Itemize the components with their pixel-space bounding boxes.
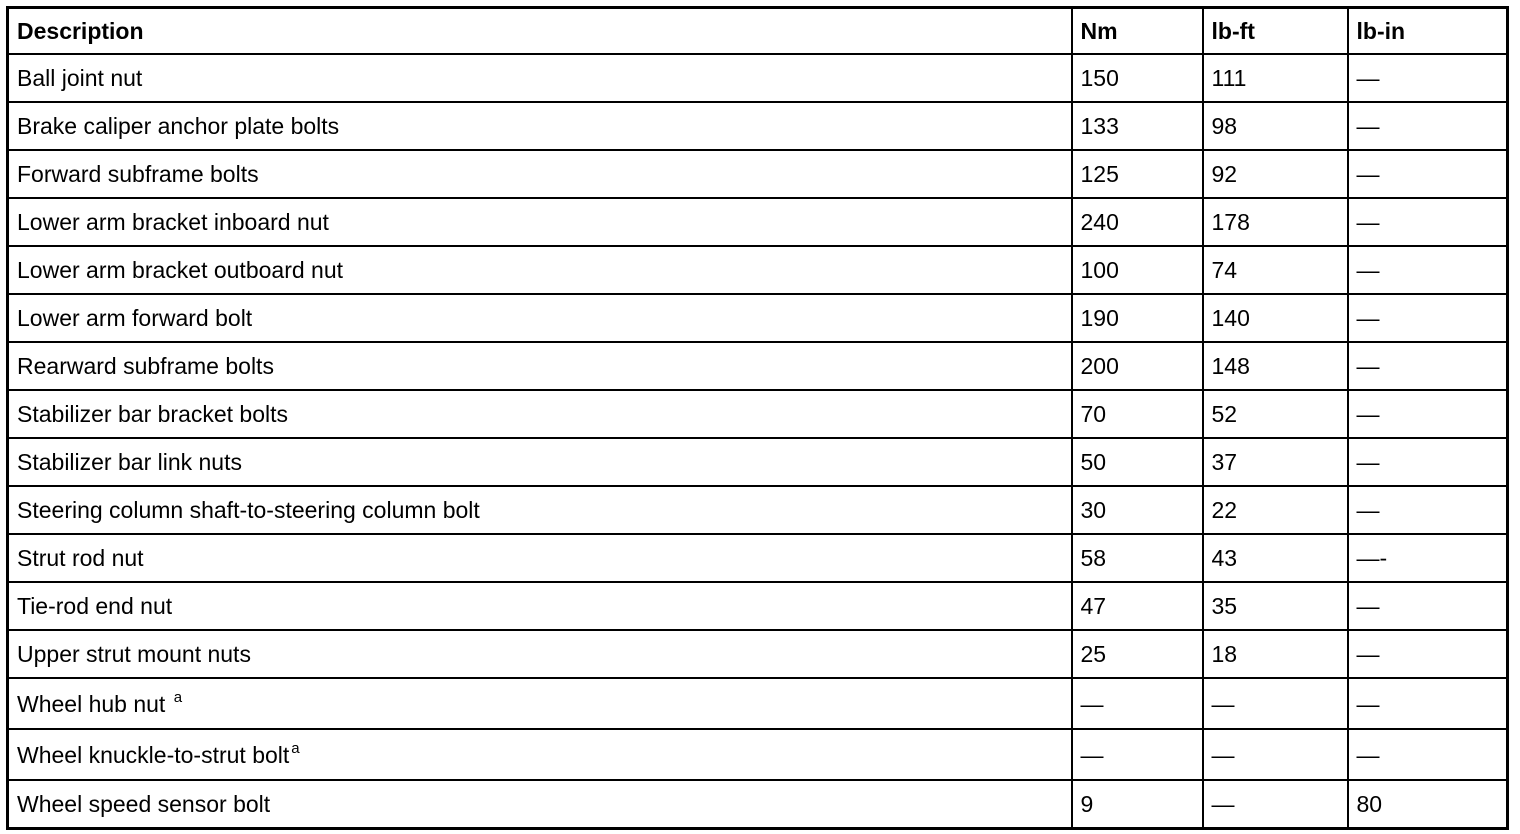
footnote-marker: a [291, 739, 300, 757]
description-cell [8, 54, 1072, 102]
description-cell [8, 534, 1072, 582]
table-row [8, 534, 1508, 582]
lb-in-cell: — [1348, 390, 1508, 438]
description-cell [8, 342, 1072, 390]
description-text: Tie-rod end nut [17, 593, 173, 619]
table-row [8, 582, 1508, 630]
description-cell [8, 198, 1072, 246]
lb-ft-cell: 43 [1203, 534, 1348, 582]
lb-ft-cell: 74 [1203, 246, 1348, 294]
table-row [8, 246, 1508, 294]
lb-in-cell: — [1348, 54, 1508, 102]
nm-cell: 133 [1072, 102, 1203, 150]
table-row [8, 630, 1508, 678]
lb-ft-cell: 22 [1203, 486, 1348, 534]
lb-ft-cell: 35 [1203, 582, 1348, 630]
description-cell [8, 246, 1072, 294]
lb-ft-cell: 148 [1203, 342, 1348, 390]
lb-ft-cell: — [1203, 780, 1348, 829]
lb-ft-cell: 178 [1203, 198, 1348, 246]
description-text: Lower arm bracket outboard nut [17, 257, 344, 283]
description-text: Wheel speed sensor bolt [17, 791, 271, 817]
description-text: Stabilizer bar bracket bolts [17, 401, 289, 427]
nm-cell: 9 [1072, 780, 1203, 829]
nm-cell: 50 [1072, 438, 1203, 486]
description-text: Wheel knuckle-to-strut bolt [17, 741, 290, 768]
description-text: Ball joint nut [17, 65, 143, 91]
description-cell [8, 678, 1072, 729]
description-cell [8, 438, 1072, 486]
table-row [8, 486, 1508, 534]
lb-in-cell: — [1348, 438, 1508, 486]
lb-in-cell: — [1348, 486, 1508, 534]
lb-in-cell: — [1348, 294, 1508, 342]
lb-ft-cell: 37 [1203, 438, 1348, 486]
lb-in-cell: — [1348, 246, 1508, 294]
description-text: Lower arm bracket inboard nut [17, 209, 329, 235]
lb-in-cell: — [1348, 630, 1508, 678]
description-cell [8, 486, 1072, 534]
table-header-row [8, 8, 1508, 55]
lb-ft-cell: — [1203, 729, 1348, 780]
description-cell [8, 582, 1072, 630]
nm-cell: 30 [1072, 486, 1203, 534]
table-row [8, 390, 1508, 438]
table-row [8, 780, 1508, 829]
nm-cell: 150 [1072, 54, 1203, 102]
nm-cell: 200 [1072, 342, 1203, 390]
lb-in-cell: — [1348, 342, 1508, 390]
header-description: Description [8, 8, 1072, 55]
header-lb-ft: lb-ft [1203, 8, 1348, 55]
lb-in-cell: — [1348, 678, 1508, 729]
description-text: Upper strut mount nuts [17, 641, 251, 667]
nm-cell: — [1072, 678, 1203, 729]
nm-cell: 190 [1072, 294, 1203, 342]
nm-cell: 70 [1072, 390, 1203, 438]
lb-in-cell: — [1348, 582, 1508, 630]
header-nm: Nm [1072, 8, 1203, 55]
torque-specifications-table [6, 6, 1509, 830]
lb-in-cell: — [1348, 198, 1508, 246]
table-row [8, 198, 1508, 246]
lb-in-cell: 80 [1348, 780, 1508, 829]
description-cell [8, 390, 1072, 438]
description-text: Stabilizer bar link nuts [17, 449, 242, 475]
table-row [8, 342, 1508, 390]
table-row [8, 54, 1508, 102]
description-text: Steering column shaft-to-steering column bolt [17, 497, 480, 523]
nm-cell: 47 [1072, 582, 1203, 630]
nm-cell: — [1072, 729, 1203, 780]
lb-in-cell: — [1348, 150, 1508, 198]
description-text: Forward subframe bolts [17, 161, 259, 187]
description-cell [8, 150, 1072, 198]
nm-cell: 100 [1072, 246, 1203, 294]
header-lb-in: lb-in [1348, 8, 1508, 55]
nm-cell: 125 [1072, 150, 1203, 198]
table-row [8, 294, 1508, 342]
table-row [8, 150, 1508, 198]
lb-ft-cell: 92 [1203, 150, 1348, 198]
nm-cell: 25 [1072, 630, 1203, 678]
lb-in-cell: — [1348, 729, 1508, 780]
description-text: Brake caliper anchor plate bolts [17, 113, 340, 139]
lb-ft-cell: 52 [1203, 390, 1348, 438]
table-row [8, 102, 1508, 150]
description-text: Wheel hub nut [17, 690, 172, 717]
nm-cell: 240 [1072, 198, 1203, 246]
table-row [8, 678, 1508, 729]
description-cell [8, 780, 1072, 829]
lb-ft-cell: 140 [1203, 294, 1348, 342]
description-cell [8, 729, 1072, 780]
lb-ft-cell: 98 [1203, 102, 1348, 150]
table-row [8, 729, 1508, 780]
description-cell [8, 294, 1072, 342]
description-cell [8, 630, 1072, 678]
footnote-marker: a [173, 688, 183, 706]
lb-ft-cell: 111 [1203, 54, 1348, 102]
lb-ft-cell: 18 [1203, 630, 1348, 678]
lb-in-cell: — [1348, 102, 1508, 150]
description-text: Rearward subframe bolts [17, 353, 274, 379]
nm-cell: 58 [1072, 534, 1203, 582]
description-text: Lower arm forward bolt [17, 305, 253, 331]
description-cell [8, 102, 1072, 150]
lb-in-cell: —- [1348, 534, 1508, 582]
lb-ft-cell: — [1203, 678, 1348, 729]
table-row [8, 438, 1508, 486]
description-text: Strut rod nut [17, 545, 144, 571]
